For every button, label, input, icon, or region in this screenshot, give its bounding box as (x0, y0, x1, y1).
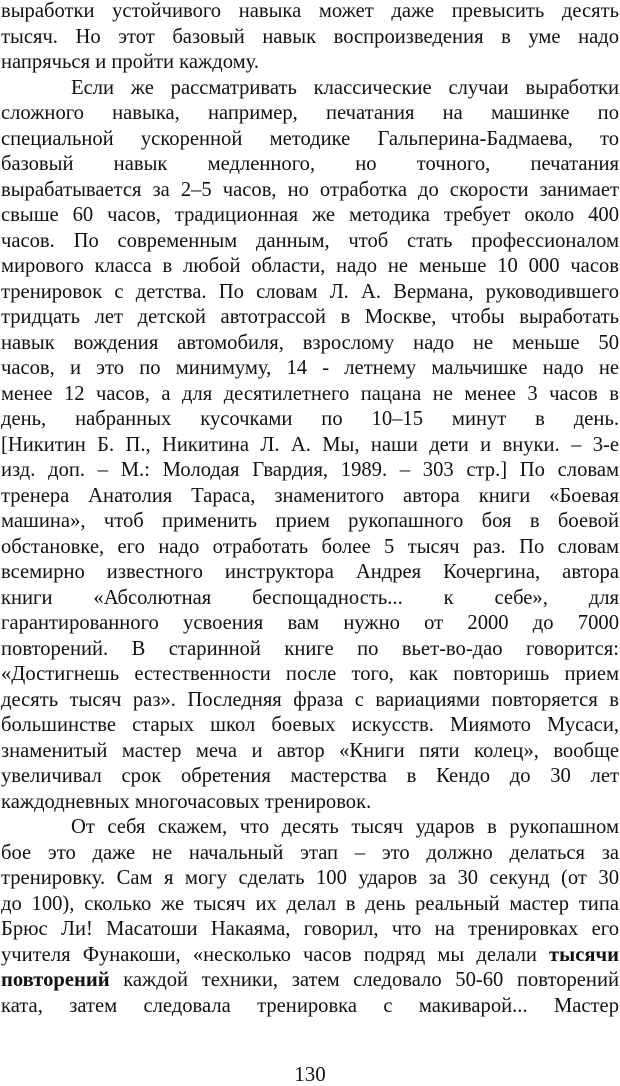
text-line: специальной ускоренной методике Гальперина-Бадмаева, то (1, 127, 619, 150)
bold-emphasis: тысячи (549, 943, 619, 966)
text-line (1, 943, 619, 969)
text-line: тренировок с детства. По словам Л. А. Вермана, руководившего (1, 280, 619, 303)
text-line: повторений. В старинной книге по вьет-во-дао говорится: (1, 637, 619, 660)
text-line: напрячься и пройти каждому. (1, 51, 260, 73)
text-line: изд. доп. – М.: Молодая Гвардия, 1989. – 303 стр.] По словам (1, 459, 619, 481)
bold-emphasis: повторений (1, 969, 110, 991)
text-line: сложного навыка, например, печатания на машинке по (1, 102, 619, 124)
text-line: часов. По современным данным, чтоб стать профессионалом (1, 229, 619, 252)
text-line: увеличивал срок обретения мастерства в Кендо до 30 лет (1, 765, 619, 787)
text-line: тренировку. Сам я могу сделать 100 ударов за 30 секунд (от 30 (1, 867, 619, 889)
text-line: десять тысяч раз». Последняя фраза с вариациями повторяется в (1, 688, 619, 711)
text-line: вырабатывается за 2–5 часов, но отработка до скорости занимает (1, 178, 619, 201)
text-line: день, набранных кусочками по 10–15 минут в день. (1, 408, 619, 430)
text-segment: каждой техники, затем следовало 50-60 повторений (123, 969, 619, 991)
text-line: выработки устойчивого навыка может даже превысить десять (1, 0, 619, 22)
text-line: машина», чтоб применить прием рукопашного боя в боевой (1, 510, 619, 532)
paragraph-start-line: Если же рассматривать классические случаи выработки (71, 76, 619, 99)
text-line: каждодневных многочасовых тренировок. (1, 790, 372, 813)
text-line: «Достигнешь естественности после того, как повторишь прием (1, 663, 619, 685)
text-line: большинстве старых школ боевых искусств. Миямото Мусаси, (1, 714, 619, 736)
page-number: 130 (294, 1062, 326, 1086)
text-line: менее 12 часов, а для десятилетнего пацана не менее 3 часов в (1, 382, 619, 405)
text-line: свыше 60 часов, традиционная же методика требует около 400 (1, 204, 619, 226)
paragraph-start-line: От себя скажем, что десять тысяч ударов в рукопашном (71, 816, 619, 838)
text-line (1, 968, 619, 994)
text-line: ката, затем следовала тренировка с макиварой... Мастер (1, 994, 619, 1017)
text-line: до 100), сколько же тысяч их делал в день реальный мастер типа (1, 892, 619, 915)
text-line: мирового класса в любой области, надо не меньше 10 000 часов (1, 255, 619, 277)
text-line: тридцать лет детской автотрассой в Москве, чтобы выработать (1, 306, 619, 328)
text-line: часов, и это по минимуму, 14 - летнему мальчишке надо не (1, 357, 619, 379)
text-line: книги «Абсолютная беспощадность... к себе», для (1, 586, 619, 609)
text-line: гарантированного усвоения вам нужно от 2000 до 7000 (1, 612, 619, 634)
text-line: навык вождения автомобиля, взрослому надо не меньше 50 (1, 331, 619, 354)
text-line: всемирно известного инструктора Андрея Кочергина, автора (1, 561, 619, 583)
text-line: обстановке, его надо отработать более 5 тысяч раз. По словам (1, 535, 619, 558)
text-line: тренера Анатолия Тараса, знаменитого автора книги «Боевая (1, 484, 619, 507)
text-line: знаменитый мастер меча и автор «Книги пяти колец», вообще (1, 739, 619, 762)
text-line: бое это даже не начальный этап – это должно делаться за (1, 841, 619, 864)
body-text (1, 0, 619, 1019)
text-line: тысяч. Но этот базовый навык воспроизведения в уме надо (1, 25, 619, 48)
text-line: [Никитин Б. П., Никитина Л. А. Мы, наши дети и внуки. – 3-е (1, 433, 619, 456)
text-segment: учителя Фунакоши, «несколько часов подряд мы делали (1, 943, 537, 966)
text-line: Брюс Ли! Масатоши Накаяма, говорил, что на тренировках его (1, 918, 619, 940)
text-line: базовый навык медленного, но точного, печатания (1, 153, 619, 175)
